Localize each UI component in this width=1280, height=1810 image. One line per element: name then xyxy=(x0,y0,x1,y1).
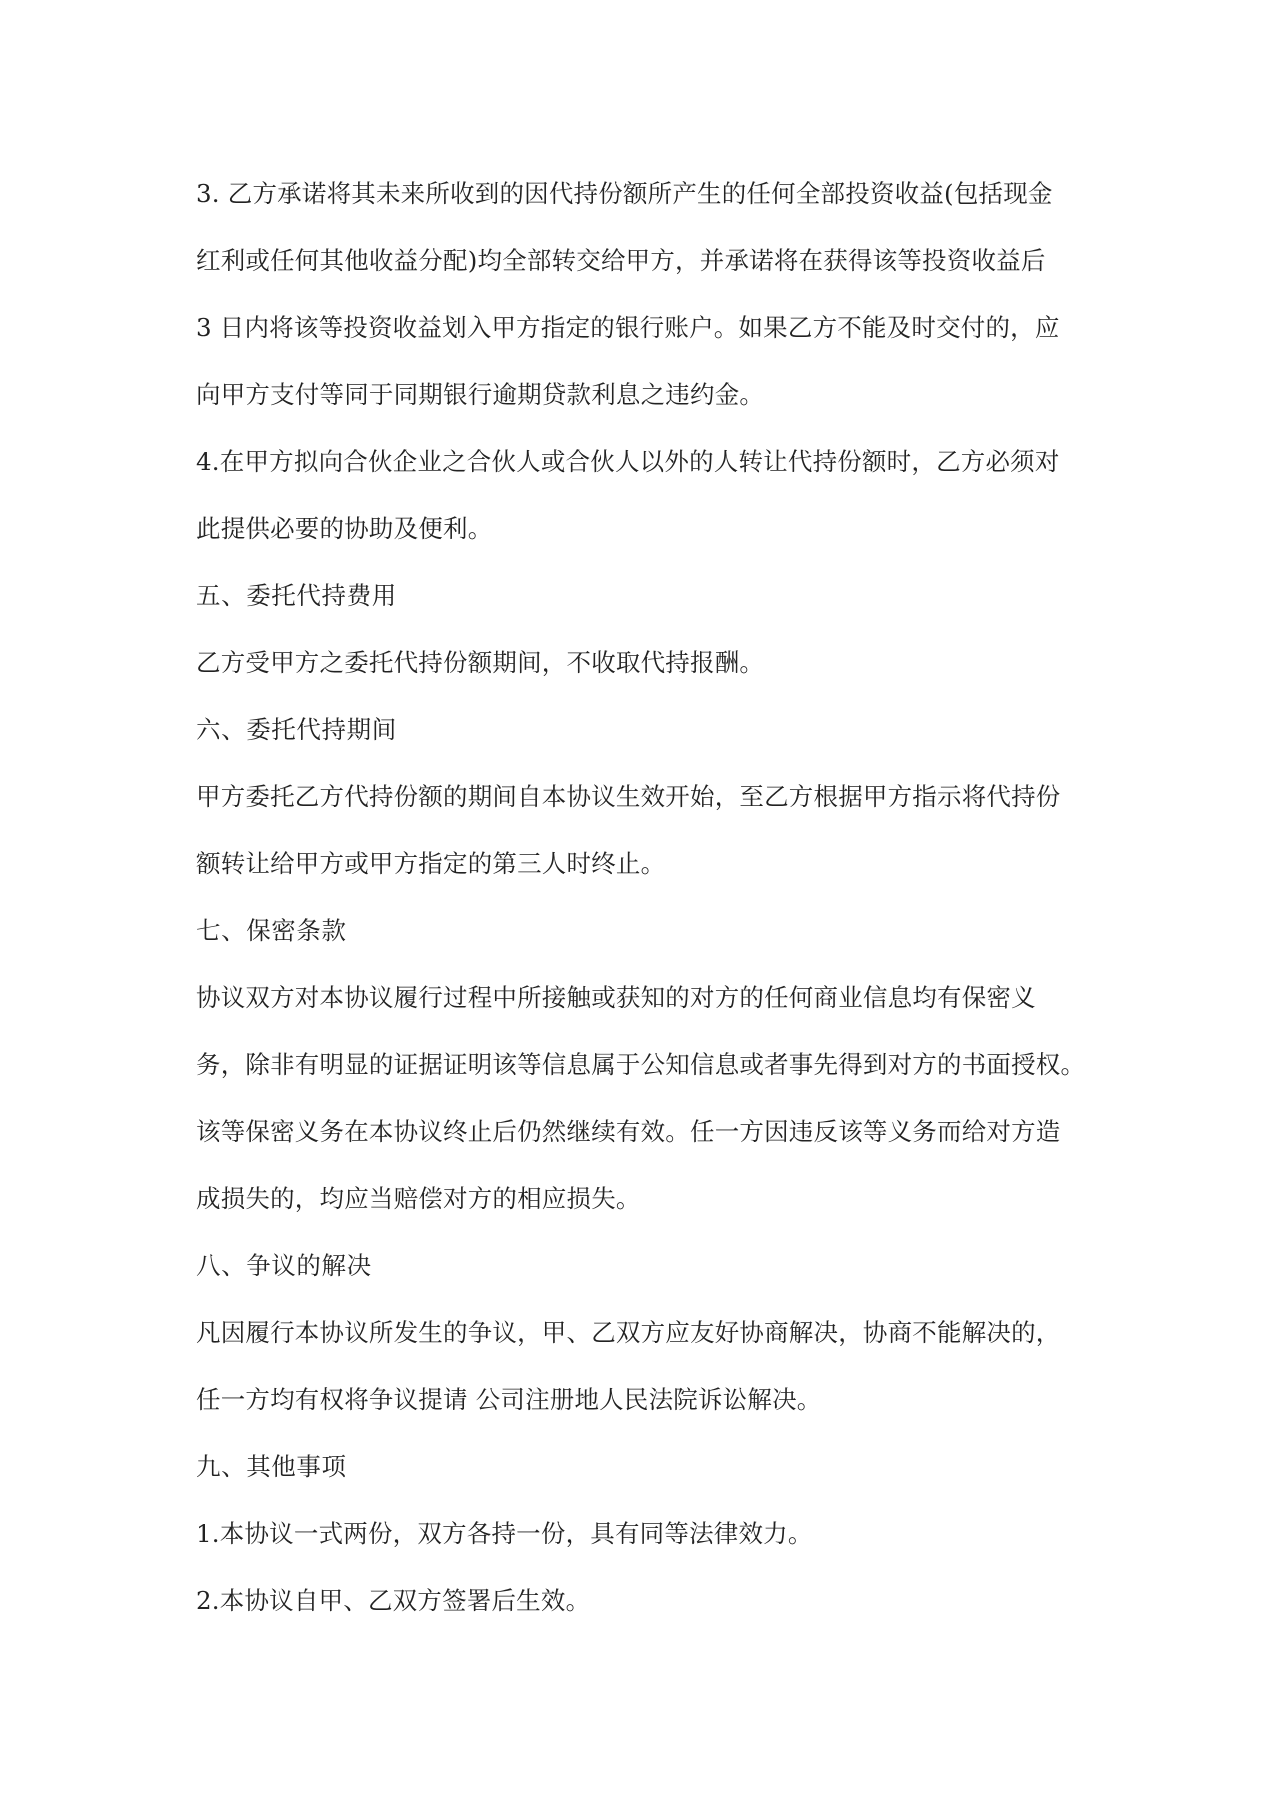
text-line: 2.本协议自甲、乙双方签署后生效。 xyxy=(196,1586,591,1615)
text-line: 甲方委托乙方代持份额的期间自本协议生效开始，至乙方根据甲方指示将代持份 xyxy=(196,782,1061,811)
text-line: 4.在甲方拟向合伙企业之合伙人或合伙人以外的人转让代持份额时，乙方必须对 xyxy=(196,447,1060,476)
text-line: 任一方均有权将争议提请 公司注册地人民法院诉讼解决。 xyxy=(196,1385,822,1414)
text-line: 红利或任何其他收益分配)均全部转交给甲方，并承诺将在获得该等投资收益后 xyxy=(196,246,1046,275)
section-heading: 五、委托代持费用 xyxy=(196,581,397,610)
section-heading: 九、其他事项 xyxy=(196,1452,347,1481)
text-line: 向甲方支付等同于同期银行逾期贷款利息之违约金。 xyxy=(196,380,765,409)
text-line: 成损失的，均应当赔偿对方的相应损失。 xyxy=(196,1184,641,1213)
text-line: 3. 乙方承诺将其未来所收到的因代持份额所产生的任何全部投资收益(包括现金 xyxy=(196,179,1053,208)
text-line: 协议双方对本协议履行过程中所接触或获知的对方的任何商业信息均有保密义 xyxy=(196,983,1036,1012)
text-line: 该等保密义务在本协议终止后仍然继续有效。任一方因违反该等义务而给对方造 xyxy=(196,1117,1061,1146)
section-heading: 六、委托代持期间 xyxy=(196,715,397,744)
text-line: 1.本协议一式两份，双方各持一份，具有同等法律效力。 xyxy=(196,1519,813,1548)
section-heading: 八、争议的解决 xyxy=(196,1251,372,1280)
section-heading: 七、保密条款 xyxy=(196,916,347,945)
text-line: 3 日内将该等投资收益划入甲方指定的银行账户。如果乙方不能及时交付的，应 xyxy=(196,313,1060,342)
text-line: 凡因履行本协议所发生的争议，甲、乙双方应友好协商解决，协商不能解决的， xyxy=(196,1318,1061,1347)
text-line: 此提供必要的协助及便利。 xyxy=(196,514,493,543)
document-body xyxy=(196,160,1096,1634)
text-line: 乙方受甲方之委托代持份额期间，不收取代持报酬。 xyxy=(196,648,765,677)
text-line: 额转让给甲方或甲方指定的第三人时终止。 xyxy=(196,849,666,878)
text-line: 务，除非有明显的证据证明该等信息属于公知信息或者事先得到对方的书面授权。 xyxy=(196,1050,1086,1079)
